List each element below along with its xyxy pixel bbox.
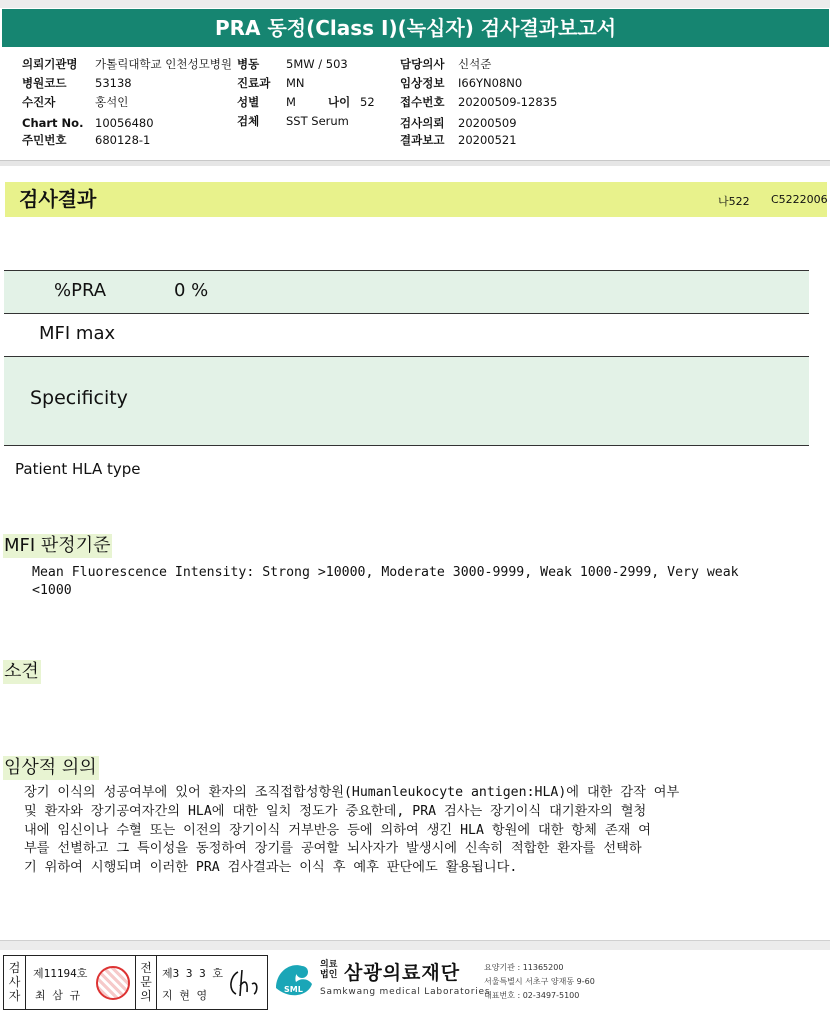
signature-box	[3, 955, 268, 1010]
report-title: PRA 동정(Class I)(녹십자) 검사결과보고서	[2, 9, 829, 47]
top-band	[0, 0, 830, 8]
mfi-max-row	[4, 314, 809, 357]
info-label: 주민번호	[22, 133, 67, 147]
pra-row	[4, 270, 809, 314]
patient-hla-label: Patient HLA type	[15, 460, 141, 478]
info-label: 접수번호	[400, 95, 445, 109]
specificity-row	[4, 357, 809, 446]
info-value: 홍석인	[95, 95, 129, 109]
lab-name: 삼광의료재단	[344, 962, 461, 984]
info-label: 결과보고	[400, 133, 445, 147]
info-value: 20200509	[458, 116, 517, 130]
info-value: MN	[286, 76, 305, 90]
info-label: 병동	[237, 57, 260, 71]
info-value: 52	[360, 95, 375, 109]
specialist-license: 제3 3 3 호	[162, 967, 223, 980]
order-code: C5222006	[771, 193, 828, 206]
info-value: 53138	[95, 76, 132, 90]
clinical-significance-heading: 임상적 의의	[4, 757, 97, 778]
info-value: 20200509-12835	[458, 95, 558, 109]
clinical-line: 기 위하여 시행되며 이러한 PRA 검사결과는 이식 후 예후 판단에도 활용됩니다.	[24, 860, 518, 875]
specialist-name: 지 현 영	[162, 989, 208, 1002]
footer-divider	[0, 940, 830, 950]
info-label: 검체	[237, 114, 260, 128]
info-label: 담당의사	[400, 57, 445, 71]
result-section-bar	[5, 182, 827, 217]
mfi-criteria-heading: MFI 판정기준	[4, 535, 111, 556]
info-label: 검사의뢰	[400, 116, 445, 130]
pra-value: 0 %	[174, 280, 209, 301]
mfi-criteria-line: Mean Fluorescence Intensity: Strong >10000, Moderate 3000-9999, Weak 1000-2999, Very weak	[32, 565, 739, 580]
info-label: 의뢰기관명	[22, 57, 78, 71]
signer-role: 검사자	[8, 961, 21, 1003]
info-value: 680128-1	[95, 133, 151, 147]
result-section-title: 검사결과	[19, 187, 97, 211]
handwritten-signature-icon	[224, 966, 262, 1000]
info-value: 20200521	[458, 133, 517, 147]
clinical-line: 내에 임신이나 수혈 또는 이전의 장기이식 거부반응 등에 의하여 생긴 HLA 항원에 대한 항체 존재 여	[24, 823, 651, 838]
info-value: 10056480	[95, 116, 154, 130]
result-table	[4, 270, 809, 446]
clinical-line: 장기 이식의 성공여부에 있어 환자의 조직접합성항원(Humanleukocyte antigen:HLA)에 대한 감작 여부	[24, 785, 680, 800]
logo-corp-label	[320, 960, 337, 980]
info-label: 임상정보	[400, 76, 445, 90]
sml-logo-icon	[272, 958, 316, 1002]
signer-role-specialist	[135, 956, 157, 1009]
info-label: 진료과	[237, 76, 271, 90]
examiner-name: 최 삼 규	[35, 989, 81, 1002]
address: 서울특별시 서초구 양재동 9-60	[484, 977, 595, 986]
pra-label: %PRA	[54, 280, 107, 301]
logo-icon-text: SML	[284, 985, 303, 994]
mfi-criteria-line: <1000	[32, 583, 72, 598]
info-value: M	[286, 95, 296, 109]
test-code: 나522	[718, 195, 750, 208]
signer-role: 전문의	[140, 961, 152, 1003]
info-value: 신석준	[458, 57, 492, 71]
red-seal-stamp	[96, 966, 130, 1000]
info-label: Chart No.	[22, 116, 84, 130]
info-value: 가톨릭대학교 인천성모병원	[95, 57, 232, 71]
info-label: 수진자	[22, 95, 56, 109]
info-value: I66YN08N0	[458, 76, 523, 90]
lab-name-english: Samkwang medical Laboratories	[320, 987, 491, 997]
mfi-criteria-text	[32, 564, 802, 600]
specificity-label: Specificity	[30, 387, 128, 409]
info-label: 성별	[237, 95, 260, 109]
clinical-line: 부를 선별하고 그 특이성을 동정하여 장기를 공여할 뇌사자가 발생시에 신속히 적합한 환자를 선택하	[24, 841, 642, 856]
institution-code: 요양기관 : 11365200	[484, 963, 564, 972]
clinical-line: 및 환자와 장기공여자간의 HLA에 대한 일치 정도가 중요한데, PRA 검사는 장기이식 대기환자의 혈청	[24, 804, 647, 819]
mfi-max-label: MFI max	[39, 323, 116, 344]
info-label: 병원코드	[22, 76, 67, 90]
info-value: 5MW / 503	[286, 57, 348, 71]
header-divider	[0, 160, 830, 166]
logo-corp-line: 의료	[320, 960, 338, 970]
opinion-heading: 소견	[4, 661, 39, 682]
phone: 대표번호 : 02-3497-5100	[484, 991, 580, 1000]
info-label: 나이	[328, 95, 351, 109]
logo-corp-line: 법인	[320, 970, 338, 980]
signer-role-examiner	[4, 956, 26, 1009]
info-value: SST Serum	[286, 114, 349, 128]
examiner-license: 제11194호	[33, 967, 88, 980]
